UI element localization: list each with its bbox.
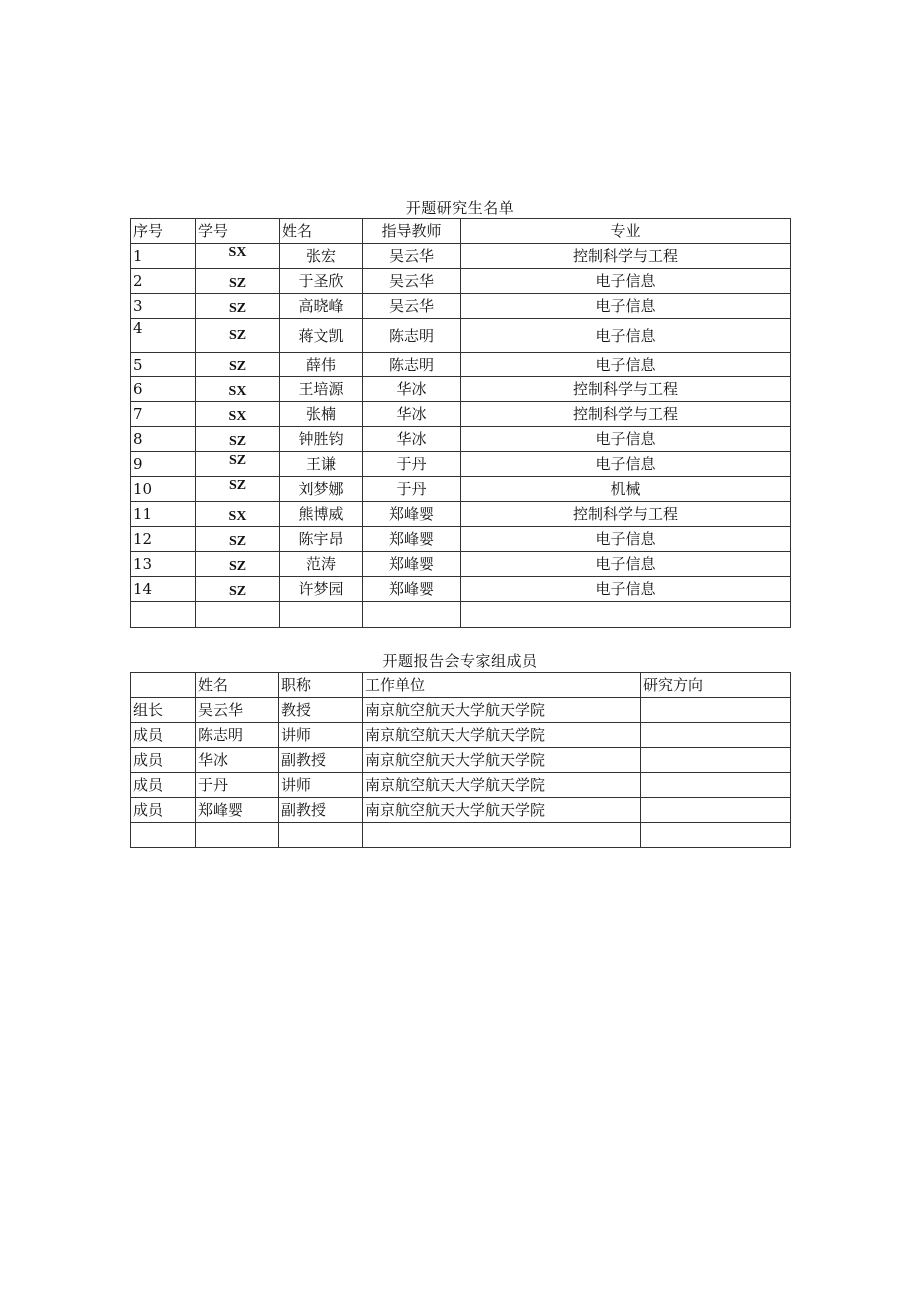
row-name: 张宏	[280, 244, 363, 269]
table-row	[131, 477, 791, 502]
table-row	[131, 502, 791, 527]
row-name: 薛伟	[280, 353, 363, 377]
row-name: 于圣欣	[280, 269, 363, 294]
header-advisor: 指导教师	[363, 219, 461, 244]
row-name: 熊博威	[280, 502, 363, 527]
students-header-row	[131, 219, 791, 244]
row-name: 吴云华	[196, 698, 279, 723]
row-no: 3	[131, 294, 196, 319]
row-student-id: SZ	[196, 577, 280, 602]
row-research-direction	[641, 798, 791, 823]
row-advisor: 陈志明	[363, 353, 461, 377]
row-no: 7	[131, 402, 196, 427]
row-major: 电子信息	[461, 452, 791, 477]
row-major: 控制科学与工程	[461, 502, 791, 527]
row-student-id: SZ	[196, 353, 280, 377]
experts-table	[130, 672, 791, 848]
row-research-direction	[641, 773, 791, 798]
row-role: 成员	[131, 798, 196, 823]
row-name: 王谦	[280, 452, 363, 477]
table-row	[131, 244, 791, 269]
table-row	[131, 577, 791, 602]
row-no: 6	[131, 377, 196, 402]
row-no: 9	[131, 452, 196, 477]
row-student-id: SX	[196, 402, 280, 427]
row-advisor: 郑峰婴	[363, 502, 461, 527]
header-student-id: 学号	[196, 219, 280, 244]
row-work-unit: 南京航空航天大学航天学院	[363, 698, 641, 723]
row-advisor: 华冰	[363, 377, 461, 402]
row-student-id: SX	[196, 377, 280, 402]
row-research-direction	[641, 748, 791, 773]
experts-table-caption: 开题报告会专家组成员	[382, 652, 538, 670]
table-row	[131, 427, 791, 452]
row-major: 控制科学与工程	[461, 377, 791, 402]
row-title: 副教授	[279, 798, 363, 823]
header-work-unit: 工作单位	[363, 673, 641, 698]
row-advisor: 吴云华	[363, 294, 461, 319]
row-advisor: 华冰	[363, 402, 461, 427]
row-advisor: 华冰	[363, 427, 461, 452]
table-row	[131, 798, 791, 823]
row-name: 刘梦娜	[280, 477, 363, 502]
header-research-direction: 研究方向	[641, 673, 791, 698]
row-student-id: SZ	[196, 319, 280, 353]
row-name: 华冰	[196, 748, 279, 773]
row-title: 讲师	[279, 773, 363, 798]
row-no: 13	[131, 552, 196, 577]
table-row	[131, 552, 791, 577]
row-major: 控制科学与工程	[461, 402, 791, 427]
table-row	[131, 377, 791, 402]
row-student-id: SZ	[196, 294, 280, 319]
row-student-id: SZ	[196, 269, 280, 294]
row-no: 14	[131, 577, 196, 602]
row-student-id: SZ	[196, 552, 280, 577]
row-name: 陈志明	[196, 723, 279, 748]
header-role	[131, 673, 196, 698]
row-name: 于丹	[196, 773, 279, 798]
row-role: 成员	[131, 748, 196, 773]
header-name: 姓名	[280, 219, 363, 244]
row-title: 副教授	[279, 748, 363, 773]
row-no: 12	[131, 527, 196, 552]
row-major: 电子信息	[461, 577, 791, 602]
row-major: 电子信息	[461, 269, 791, 294]
row-work-unit: 南京航空航天大学航天学院	[363, 723, 641, 748]
row-work-unit: 南京航空航天大学航天学院	[363, 773, 641, 798]
row-major: 电子信息	[461, 427, 791, 452]
row-name: 陈宇昂	[280, 527, 363, 552]
table-row	[131, 452, 791, 477]
students-table-caption: 开题研究生名单	[405, 199, 515, 217]
table-row	[131, 353, 791, 377]
header-no: 序号	[131, 219, 196, 244]
row-title: 教授	[279, 698, 363, 723]
row-advisor: 陈志明	[363, 319, 461, 353]
empty-row	[131, 823, 791, 848]
row-work-unit: 南京航空航天大学航天学院	[363, 748, 641, 773]
row-major: 电子信息	[461, 527, 791, 552]
row-no: 8	[131, 427, 196, 452]
row-no: 11	[131, 502, 196, 527]
row-student-id: SX	[196, 244, 280, 269]
row-advisor: 于丹	[363, 452, 461, 477]
row-advisor: 郑峰婴	[363, 527, 461, 552]
table-row	[131, 319, 791, 353]
row-student-id: SX	[196, 502, 280, 527]
row-major: 电子信息	[461, 353, 791, 377]
row-advisor: 郑峰婴	[363, 577, 461, 602]
students-table	[130, 218, 791, 628]
row-research-direction	[641, 723, 791, 748]
row-name: 钟胜钧	[280, 427, 363, 452]
row-student-id: SZ	[196, 452, 280, 477]
table-row	[131, 748, 791, 773]
row-advisor: 郑峰婴	[363, 552, 461, 577]
row-major: 机械	[461, 477, 791, 502]
row-student-id: SZ	[196, 477, 280, 502]
row-role: 成员	[131, 723, 196, 748]
row-no: 10	[131, 477, 196, 502]
row-advisor: 吴云华	[363, 244, 461, 269]
row-name: 郑峰婴	[196, 798, 279, 823]
row-role: 组长	[131, 698, 196, 723]
row-student-id: SZ	[196, 527, 280, 552]
experts-header-row	[131, 673, 791, 698]
empty-row	[131, 602, 791, 628]
row-no: 5	[131, 353, 196, 377]
row-major: 电子信息	[461, 294, 791, 319]
table-row	[131, 269, 791, 294]
table-row	[131, 723, 791, 748]
row-work-unit: 南京航空航天大学航天学院	[363, 798, 641, 823]
row-advisor: 于丹	[363, 477, 461, 502]
row-name: 王培源	[280, 377, 363, 402]
table-row	[131, 527, 791, 552]
row-name: 范涛	[280, 552, 363, 577]
table-row	[131, 294, 791, 319]
header-name: 姓名	[196, 673, 279, 698]
table-row	[131, 773, 791, 798]
row-no: 1	[131, 244, 196, 269]
header-major: 专业	[461, 219, 791, 244]
row-no: 4	[131, 319, 196, 353]
row-name: 高晓峰	[280, 294, 363, 319]
row-name: 许梦园	[280, 577, 363, 602]
row-title: 讲师	[279, 723, 363, 748]
row-major: 电子信息	[461, 552, 791, 577]
row-no: 2	[131, 269, 196, 294]
table-row	[131, 698, 791, 723]
row-advisor: 吴云华	[363, 269, 461, 294]
row-name: 蒋文凯	[280, 319, 363, 353]
row-research-direction	[641, 698, 791, 723]
row-name: 张楠	[280, 402, 363, 427]
table-row	[131, 402, 791, 427]
header-title: 职称	[279, 673, 363, 698]
row-student-id: SZ	[196, 427, 280, 452]
row-major: 电子信息	[461, 319, 791, 353]
row-major: 控制科学与工程	[461, 244, 791, 269]
row-role: 成员	[131, 773, 196, 798]
